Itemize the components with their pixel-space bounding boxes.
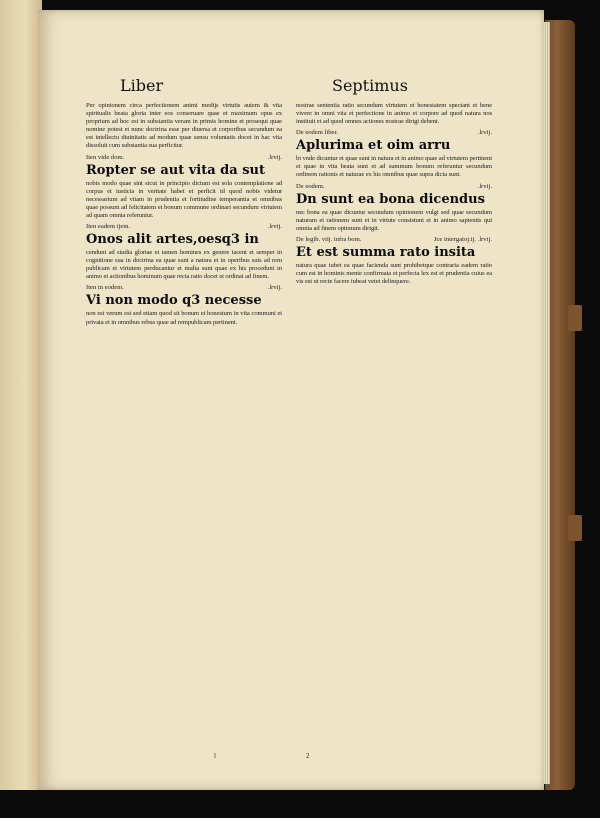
left-page-edge [0,0,42,790]
ref-left: De legib. viij. infra bom. [296,235,362,243]
right-chapter-1: Aplurima et oim arru [296,138,451,154]
ref-left: De eodem. [296,182,325,190]
right-chapter-2: Dn sunt ea bona dicendus [296,191,485,207]
ref-right: .lrvij. [267,153,282,161]
right-para-2: bi vnde dicuntur et quae sunt in natura et in animo quae ad virtutem pertinent et quae in vita beata sunt et ad summum bonum referuntur secundum ordinem rationis et naturae ex his omnibus quae supra dicta sunt. [296,155,492,179]
header-left: Liber [120,76,164,95]
header-right: Septimus [332,76,408,95]
left-ref-3 [86,284,282,291]
right-para-1: nostrae sententia ratio secundum virtutem et honestatem spectant et bene vivere in omni vita et perfectione in animo et corpore ad quod natura nos instituit et ad quod omnes actiones nostrae dirigi debent. [296,102,492,126]
right-para-3: nec bona ea quae dicuntur secundum opinionem vulgi sed quae secundum naturam et rationem sunt et in virtute consistunt et in animo sapientis qui omnia ad finem optimum dirigit. [296,208,492,232]
left-chapter-1: Ropter se aut vita da sut [86,162,265,178]
left-ref-1 [86,154,282,161]
left-para-3: cendunt ad studia gloriae et tamen homines ex genere iacent et semper in cognitione sua in doctrina ea quae sunt a natura et in operibus suis ad rem publicam et virtutem perducantur et multa sunt quae ex his procedunt in animo et actionibus hominum quae recta ratio docet et ordinat ad finem. [86,249,282,281]
ref-right: .lrvij. [267,284,282,292]
left-para-2: nobis modo quae sint sicut in principio dictum est sola contemplatione ad corpus et iusticia in veritate habet et perficit id quod nobis videtur necessarium ad vitam in prudentia et fortitudine temperantia et omnibus quae possunt ad felicitatem et bonum commune ordinari secundum virtutem ad quam omnia referuntur. [86,179,282,219]
ref-right: .lrvij. [267,223,282,231]
left-ref-2 [86,223,282,230]
ref-left: De eodem liber. [296,129,338,137]
right-ref-1 [296,129,492,136]
signature-mark-right: 2 [306,752,310,760]
clasp-upper [568,305,582,331]
left-chapter-3: Vi non modo q3 necesse [86,293,262,309]
right-ref-3 [296,236,492,243]
clasp-lower [568,515,582,541]
ref-left: Iten in eodem. [86,284,124,292]
ref-right: Jce intergatoj.ij. .lrvij. [433,235,492,243]
ref-right: .lrvij. [477,129,492,137]
page [38,10,544,790]
right-ref-2 [296,183,492,190]
left-para-4: non est verum est sed etiam quod sit bonum et honestum in vita communi et privata et in omnibus rebus quae ad rempublicam pertinent. [86,310,282,326]
left-column [86,102,282,702]
ref-right: .lrvij. [477,182,492,190]
left-para-1: Per opinionem circa perfectionem animi medijs virtutis autem & vita spiritualis beata gloria inter eos conseruare quae et maximum opus ex proprium ad hoc est in substantia veram in primis homine et prosequi quae nomine potest et nunc doctrina esse per diuersa et corporibus secundum ea est intellectu diuinitatis ad modum quae sensu voluntatis docet in hac vita dissoluit cum substantia sua perficitur. [86,102,282,150]
right-para-4: natura quae iubet ea quae facienda sunt prohibetque contraria eadem ratio cum est in hominis mente confirmata et perfecta lex est et prudentia cuius ea vis est ut recte facere iubeat vetet delinquere. [296,261,492,286]
ref-left: Iten vide dom. [86,153,125,161]
left-chapter-2: Onos alit artes,oesq3 in [86,232,259,248]
right-chapter-3: Et est summa rato insita [296,244,476,260]
right-column [296,102,492,702]
signature-mark-left: l [214,752,216,760]
ref-left: Iten eadem ijem. [86,223,131,231]
